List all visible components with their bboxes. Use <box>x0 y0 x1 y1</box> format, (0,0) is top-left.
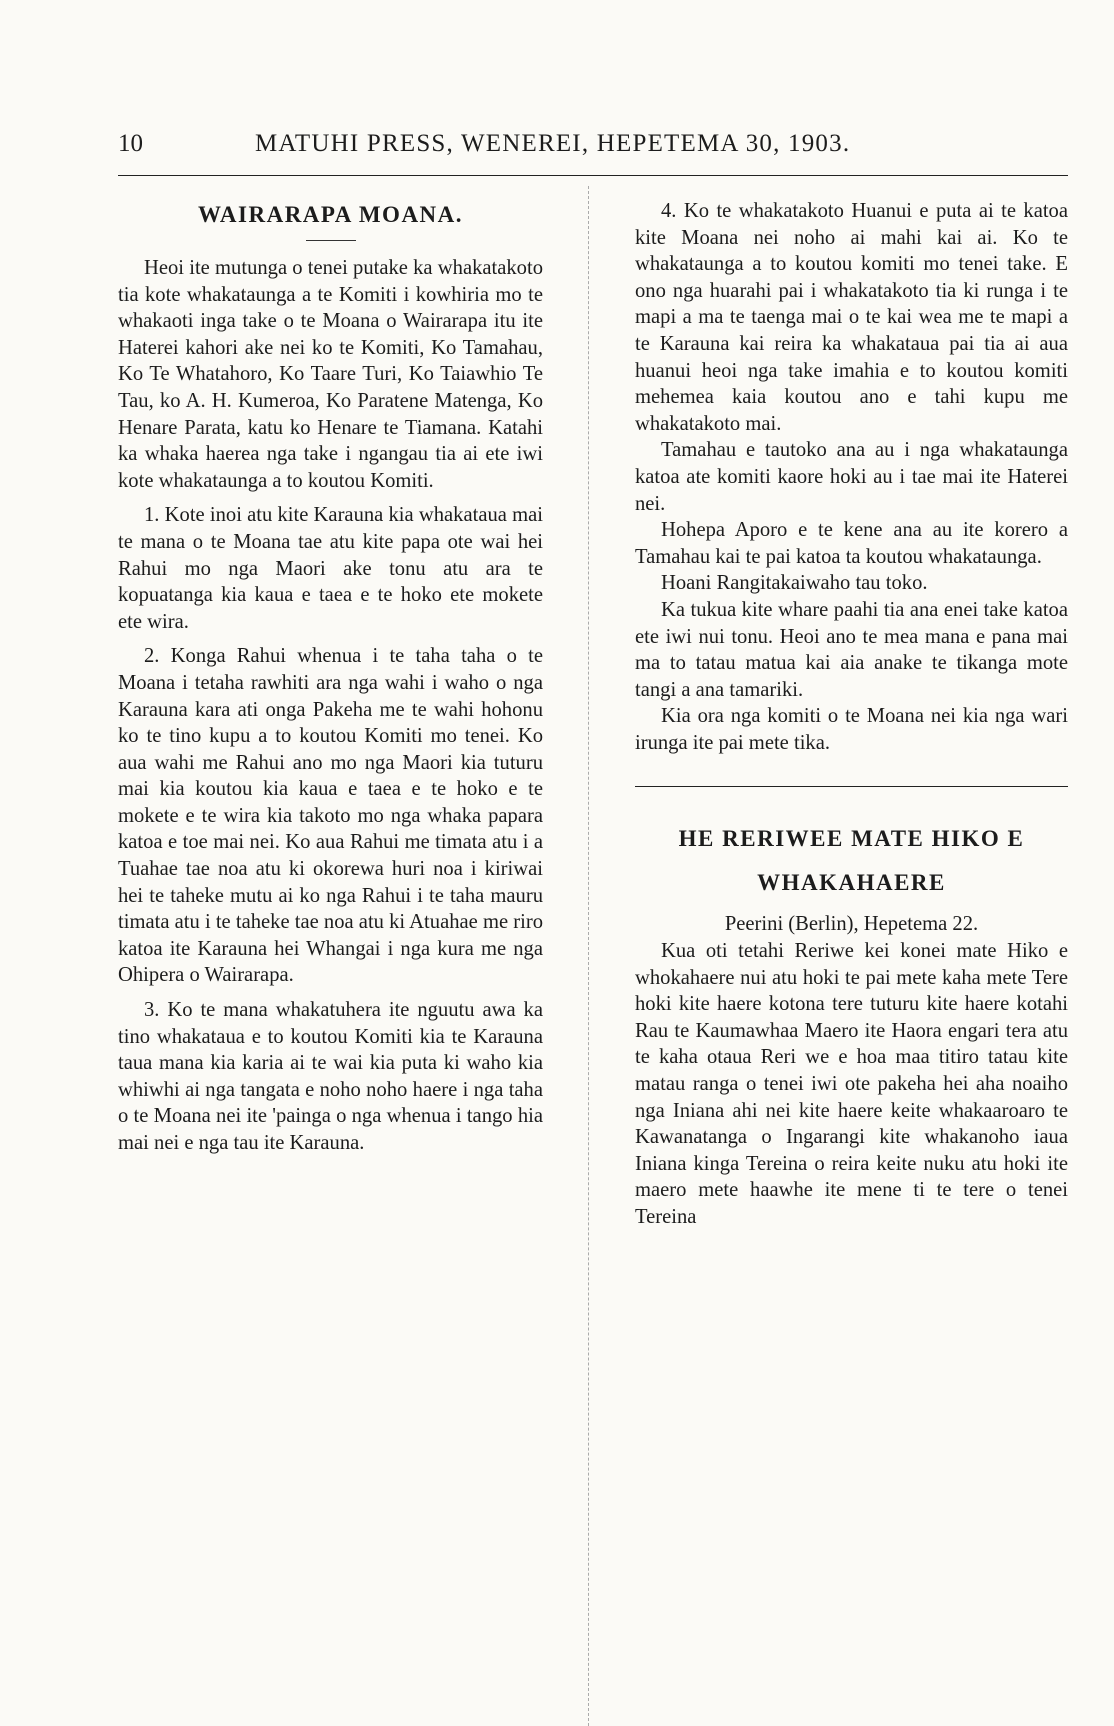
left-column <box>118 198 543 1157</box>
paragraph: Kia ora nga komiti o te Moana nei kia nga wari irunga ite pai mete tika. <box>635 705 1068 754</box>
paragraph: Hoani Rangitakaiwaho tau toko. <box>661 572 928 595</box>
paragraph: Hohepa Aporo e te kene ana au ite korero a Tamahau kai te pai katoa ta koutou whakataunga. <box>635 519 1068 568</box>
paragraph: Kua oti tetahi Reriwe kei konei mate Hiko e whokahaere nui atu hoki te pai mete kaha mete Tere hoki kite haere kotona tere tuturu kite haere kotahi Rau te Kaumawhaa Maero ite Haora engari tera atu te kaha otaua Reri we e hoa maa titiro tatau kite matau ranga o tenei iwi ote pakeha hei aha noaiho nga Iniana ahi nei kite haere keite whakaaroaro te Kawanatanga o Ingarangi kite whakanoho iaua Iniana kinga Tereina o reira keite nuku atu hoki ite maero mete haawhe ite mene ti te tere o tenei Tereina <box>635 940 1068 1228</box>
article-title: WAIRARAPA MOANA. <box>197 202 464 227</box>
paragraph: Heoi ite mutunga o tenei putake ka whakatakoto tia kote whakataunga a te Komiti i kowhiria mo te whakaoti inga take o te Moana o Wairarapa itu ite Haterei kahori ake nei ko te Komiti, Ko Tamahau, Ko Te Whatahoro, Ko Taare Turi, Ko Taiawhio Te Tau, ko A. H. Kumeroa, Ko Paratene Matenga, Ko Henare Parata, katu ko Henare te Tiamana. Katahi ka whaka haerea nga take i ngangau tia ai ete iwi kote whakataunga a to koutou Komiti. <box>118 257 543 492</box>
dateline: Peerini (Berlin), Hepetema 22. <box>724 913 979 936</box>
article-title: HE RERIWEE MATE HIKO E <box>678 826 1025 852</box>
article-title-line-2: WHAKAHAERE <box>757 870 946 896</box>
title-rule <box>306 240 356 241</box>
page-number: 10 <box>118 130 143 157</box>
paragraph: 4. Ko te whakatakoto Huanui e puta ai te katoa kite Moana nei noho ai mahi kai ai. Ko te whakataunga a to koutou komiti mo tenei take. E ono nga huarahi pai i whakatakoto tia ki runga i te mapi a ma te taenga mai o te kai wea me te mapi a te Karauna kai reira ka whakataua pai tia ai aua huanui heoi nga take imahia e to koutou komiti mehemea kaia koutou ano e tahi kupu me whakatakoto mai. <box>635 200 1068 435</box>
paragraph: Ka tukua kite whare paahi tia ana enei take katoa ete iwi nui tonu. Heoi ano te mea mana e pana mai ma to tatau matua kai aia anake te tikanga mote tangi a ana tamariki. <box>635 598 1068 701</box>
paragraph: 2. Konga Rahui whenua i te taha taha o te Moana i tetaha rawhiti ara nga wahi i waho o nga Karauna kara ati onga Pakeha me te wahi hohonu ko te tino kupu a to koutou Komiti mo tenei. Ko aua wahi me Rahui ano mo nga Maori kia tuturu mai kia koutou kia kaua e taea e te hoko e te mokete e te wira kia takoto mo nga whaka papara katoa e toe mai nei. Ko aua Rahui me timata atu i a Tuahae tae noa atu ki okorewa huri noa i kiriwai hei te taheke mutu ai ko nga Rahui i te taha mauru timata atu i te taheke tae noa atu ki Atuahae me riro katoa ite Karauna hei Whangai i nga kura me nga Ohipera o Wairarapa. <box>118 645 543 987</box>
right-column <box>635 198 1068 1231</box>
page-header <box>0 120 1114 160</box>
masthead: MATUHI PRESS, WENEREI, HEPETEMA 30, 1903. <box>255 130 851 157</box>
header-rule <box>118 175 1068 176</box>
paragraph: 3. Ko te mana whakatuhera ite nguutu awa ka tino whakataua e to koutou Komiti kia te Karauna taua mana kia karia ai te wai kia puta ki waho kia whiwhi ai nga tangata e noho noho haere i nga taha o te Moana nei ite 'painga o nga whenua i tango hia mai nei e nga tau ite Karauna. <box>118 999 543 1154</box>
paragraph: 1. Kote inoi atu kite Karauna kia whakataua mai te mana o te Moana tae atu kite papa ote wai hei Rahui mo nga Maori ake tonu atu ara te kopuatanga kia kaua e taea e te hoko ete mokete ete wira. <box>118 504 543 633</box>
paragraph: Tamahau e tautoko ana au i nga whakataunga katoa ate komiti kaore hoki au i tae mai ite Haterei nei. <box>635 439 1068 515</box>
section-rule <box>635 786 1068 787</box>
column-divider <box>588 186 589 1726</box>
